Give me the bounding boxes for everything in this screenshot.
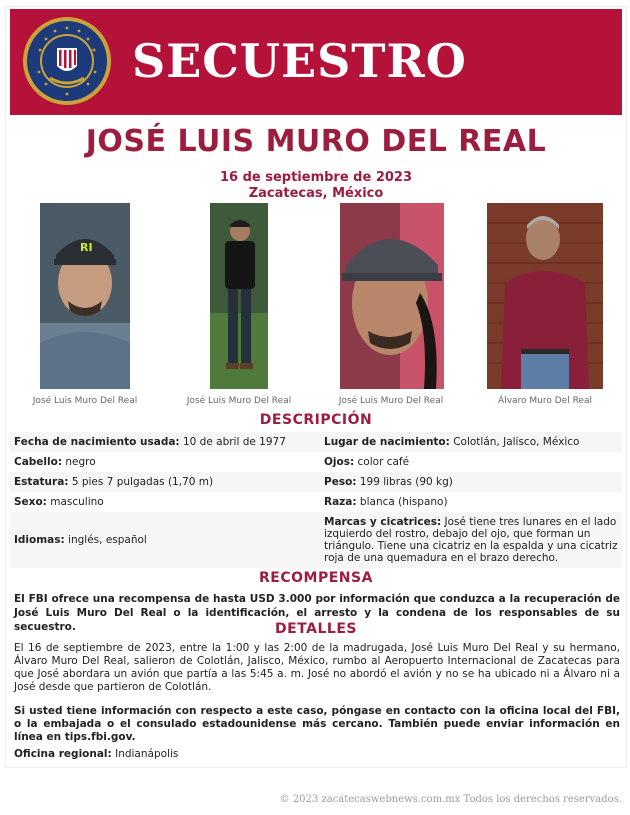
photo-jose-1 xyxy=(40,203,130,389)
field-value: inglés, español xyxy=(68,534,147,546)
photo-alvaro xyxy=(487,203,603,389)
table-row xyxy=(10,432,622,452)
field-value: 10 de abril de 1977 xyxy=(182,436,286,448)
field-value: color café xyxy=(357,456,410,468)
field-label: Lugar de nacimiento: xyxy=(324,436,450,448)
table-row xyxy=(10,472,622,492)
field-label: Peso: xyxy=(324,476,357,488)
reward-text: El FBI ofrece una recompensa de hasta USD 3.000 por información que conduzca a la recuperación de José Luis Muro Del Real o la identificación, el arresto y la condena de los responsables de su secuestro. xyxy=(14,593,620,633)
banner-title: SECUESTRO xyxy=(132,34,467,88)
field-label: Ojos: xyxy=(324,456,355,468)
person-name: JOSÉ LUIS MURO DEL REAL xyxy=(85,124,547,159)
field-office xyxy=(14,748,178,760)
title-banner xyxy=(10,9,622,115)
details-heading: DETALLES xyxy=(275,621,357,637)
field-label: Raza: xyxy=(324,496,357,508)
field-value: 5 pies 7 pulgadas (1,70 m) xyxy=(71,476,214,488)
photo-jose-2 xyxy=(210,203,268,389)
contact-text: Si usted tiene información con respecto a este caso, póngase en contacto con la oficina local del FBI, o la embajada o el consulado estadounidense más cercano. También puede enviar información en línea en tips.fbi.gov. xyxy=(14,705,620,743)
reward-heading: RECOMPENSA xyxy=(259,570,373,586)
table-row xyxy=(10,492,622,512)
table-row xyxy=(10,512,622,568)
svg-text:RI: RI xyxy=(80,241,93,254)
photo-caption: José Luis Muro Del Real xyxy=(186,396,292,406)
description-table xyxy=(10,432,622,568)
field-label: Cabello: xyxy=(14,456,63,468)
field-label: Estatura: xyxy=(14,476,69,488)
incident-place: Zacatecas, México xyxy=(248,186,384,201)
field-value: Colotlán, Jalisco, México xyxy=(453,436,580,448)
table-row xyxy=(10,452,622,472)
field-value: blanca (hispano) xyxy=(359,496,448,508)
photo-caption: Álvaro Muro Del Real xyxy=(498,396,592,406)
description-heading: DESCRIPCIÓN xyxy=(259,412,373,428)
field-label: Oficina regional: xyxy=(14,748,112,760)
field-value: Indianápolis xyxy=(115,748,179,760)
wanted-poster xyxy=(5,6,627,768)
field-value: 199 libras (90 kg) xyxy=(359,476,453,488)
fbi-seal-icon xyxy=(22,16,112,106)
photo-caption: José Luis Muro Del Real xyxy=(338,396,444,406)
details-text: El 16 de septiembre de 2023, entre la 1:00 y las 2:00 de la madrugada, José Luis Muro Del Real y su hermano, Álvaro Muro Del Real, salieron de Colotlán, Jalisco, México, rumbo al Aeropuerto Internacional de Zacatecas para que José abordara un avión que partía a las 5:45 a. m. José no abordó el avión y no se ha ubicado ni a Álvaro ni a José desde que partieron de Colotlán. xyxy=(14,642,620,693)
incident-date: 16 de septiembre de 2023 xyxy=(219,170,413,185)
field-label: Fecha de nacimiento usada: xyxy=(14,436,180,448)
copyright-notice: © 2023 zacatecaswebnews.com.mx Todos los derechos reservados. xyxy=(279,794,622,805)
field-value: José tiene tres lunares en el lado izquierdo del rostro, debajo del ojo, que forman un triángulo. Tiene una cicatriz en la espalda y una cicatriz roja de una quemadura en el brazo derecho. xyxy=(324,516,618,564)
field-label: Sexo: xyxy=(14,496,47,508)
field-value: negro xyxy=(65,456,96,468)
field-label: Marcas y cicatrices: xyxy=(324,516,442,528)
field-value: masculino xyxy=(50,496,104,508)
photo-caption: José Luis Muro Del Real xyxy=(32,396,138,406)
field-label: Idiomas: xyxy=(14,534,65,546)
photo-jose-3 xyxy=(340,203,444,389)
